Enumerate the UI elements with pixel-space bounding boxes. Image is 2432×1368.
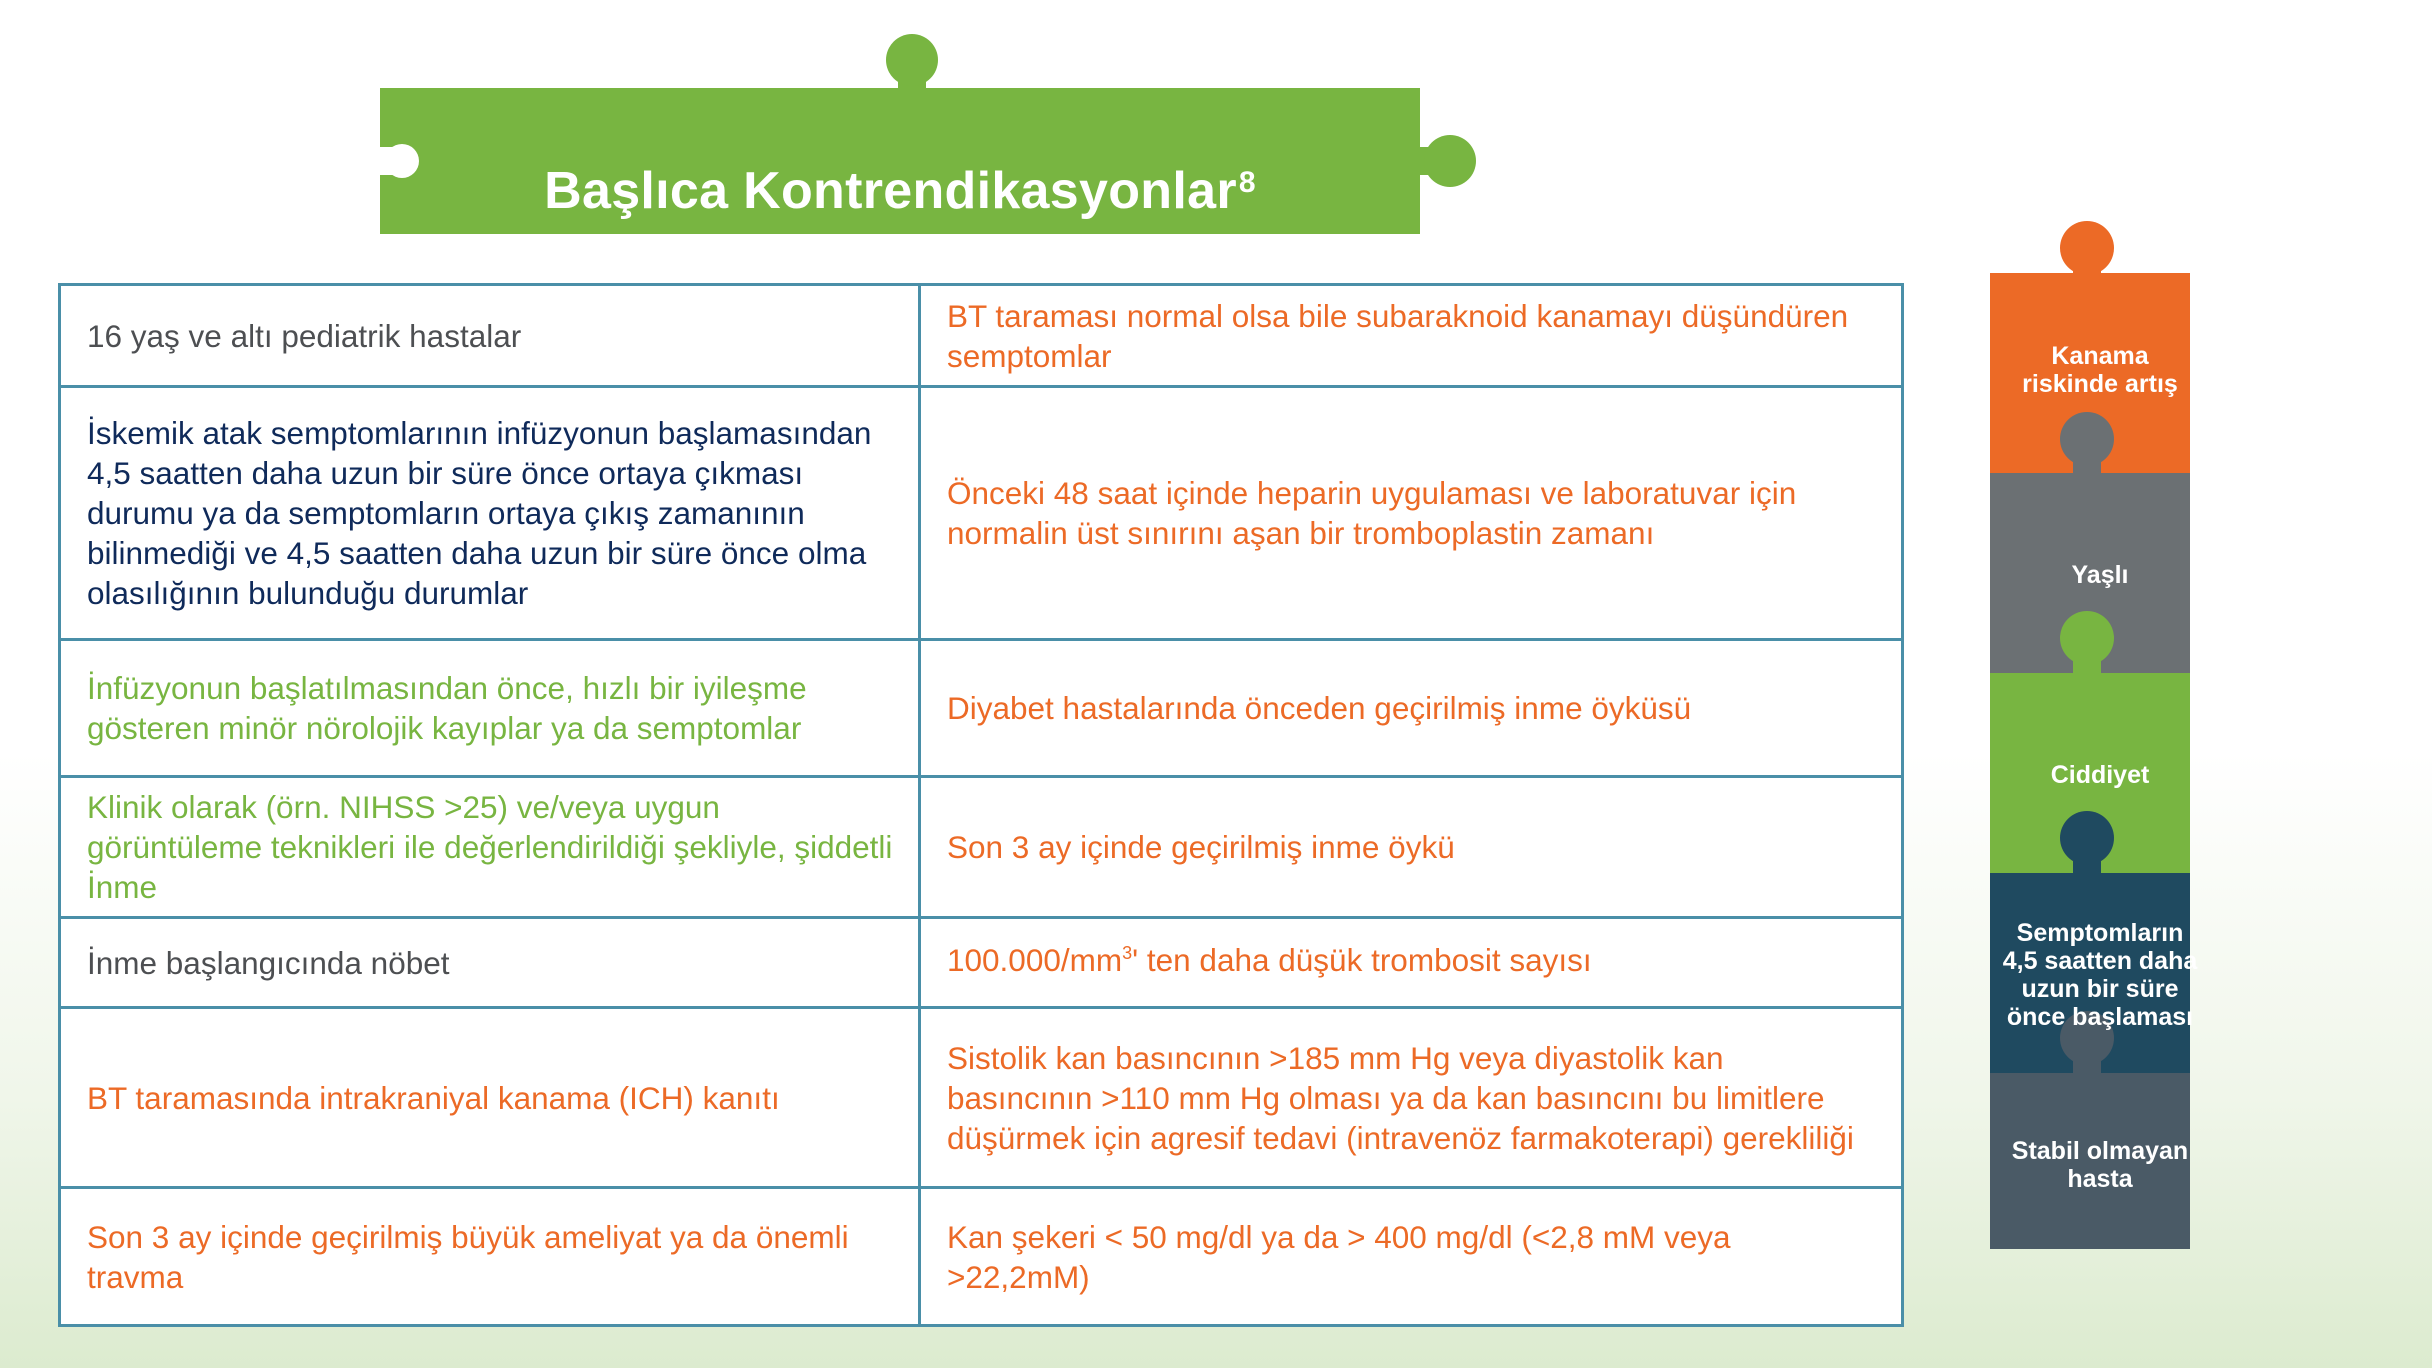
table-cell-left: 16 yaş ve altı pediatrik hastalar <box>60 285 920 387</box>
table-cell-right: Kan şekeri < 50 mg/dl ya da > 400 mg/dl (<2,8 mM veya >22,2mM) <box>920 1188 1903 1326</box>
title-text: Başlıca Kontrendikasyonlar <box>544 162 1237 220</box>
table-cell-left: İskemik atak semptomlarının infüzyonun başlamasından 4,5 saatten daha uzun bir süre önce ortaya çıkması durumu ya da semptomların ortaya çıkış zamanının bilinmediği ve 4,5 saatten daha uzun bir süre önce olma olasılığının bulunduğu durumlar <box>60 387 920 640</box>
table-cell-right: Diyabet hastalarında önceden geçirilmiş inme öyküsü <box>920 640 1903 777</box>
contraindications-table <box>58 283 1904 1327</box>
page-title <box>380 118 1420 264</box>
risk-factor-puzzle-column <box>1980 215 2220 1265</box>
table-row <box>60 918 1903 1008</box>
table-row <box>60 640 1903 777</box>
table-row <box>60 387 1903 640</box>
table-cell-left: İnfüzyonun başlatılmasından önce, hızlı bir iyileşme gösteren minör nörolojik kayıplar ya da semptomlar <box>60 640 920 777</box>
table-cell-left: İnme başlangıcında nöbet <box>60 918 920 1008</box>
table-cell-right: BT taraması normal olsa bile subaraknoid kanamayı düşündüren semptomlar <box>920 285 1903 387</box>
table-row <box>60 777 1903 918</box>
puzzle-piece-elderly: Yaşlı <box>2071 561 2129 589</box>
puzzle-piece-unstable-patient: Stabil olmayan hasta <box>2011 1137 2189 1193</box>
title-puzzle-piece <box>380 30 1490 236</box>
table-cell-right: Son 3 ay içinde geçirilmiş inme öykü <box>920 777 1903 918</box>
puzzle-piece-symptom-onset: Semptomların 4,5 saatten daha uzun bir süre önce başlaması <box>2002 919 2198 1031</box>
platelet-text-start: 100.000/mm <box>947 942 1123 978</box>
table-cell-right: Önceki 48 saat içinde heparin uygulaması ve laboratuvar için normalin üst sınırını aşan bir tromboplastin zamanı <box>920 387 1903 640</box>
puzzle-piece-bleeding-risk: Kanama riskinde artış <box>2022 342 2178 398</box>
table-cell-left: Klinik olarak (örn. NIHSS >25) ve/veya uygun görüntüleme teknikleri ile değerlendirildiği şekliyle, şiddetli İnme <box>60 777 920 918</box>
table-row <box>60 1008 1903 1188</box>
table-row <box>60 285 1903 387</box>
table-cell-left: Son 3 ay içinde geçirilmiş büyük ameliyat ya da önemli travma <box>60 1188 920 1326</box>
title-reference: 8 <box>1238 166 1256 199</box>
table-cell-right <box>920 918 1903 1008</box>
platelet-text-end: ' ten daha düşük trombosit sayısı <box>1132 942 1592 978</box>
platelet-superscript: 3 <box>1122 943 1133 963</box>
puzzle-piece-severity: Ciddiyet <box>2050 761 2150 789</box>
table-cell-left: BT taramasında intrakraniyal kanama (ICH) kanıtı <box>60 1008 920 1188</box>
table-row <box>60 1188 1903 1326</box>
table-cell-right: Sistolik kan basıncının >185 mm Hg veya diyastolik kan basıncının >110 mm Hg olması ya da kan basıncını bu limitlere düşürmek için agresif tedavi (intravenöz farmakoterapi) gerekliliği <box>920 1008 1903 1188</box>
